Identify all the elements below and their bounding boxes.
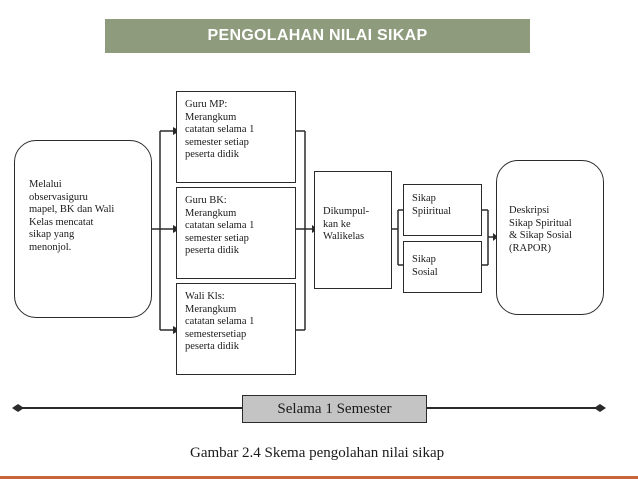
sikap-sosial-box: Sikap Sosial [403, 241, 482, 293]
timeline-label: Selama 1 Semester [242, 395, 427, 423]
collect-box: Dikumpul- kan ke Walikelas [314, 171, 392, 289]
source-box: Melalui observasiguru mapel, BK dan Wali Kelas mencatat sikap yang menonjol. [14, 140, 152, 318]
timeline-start-diamond [12, 404, 24, 412]
timeline-end-diamond [594, 404, 606, 412]
page-title: PENGOLAHAN NILAI SIKAP [105, 19, 530, 53]
guru-mp-box: Guru MP: Merangkum catatan selama 1 semester setiap peserta didik [176, 91, 296, 183]
sikap-spiritual-box: Sikap Spiiritual [403, 184, 482, 236]
wali-kls-box: Wali Kls: Merangkum catatan selama 1 semestersetiap peserta didik [176, 283, 296, 375]
guru-bk-box: Guru BK: Merangkum catatan selama 1 semester setiap peserta didik [176, 187, 296, 279]
figure-caption: Gambar 2.4 Skema pengolahan nilai sikap [190, 445, 445, 461]
deskripsi-rapor-box: Deskripsi Sikap Spiritual & Sikap Sosial (RAPOR) [496, 160, 604, 315]
